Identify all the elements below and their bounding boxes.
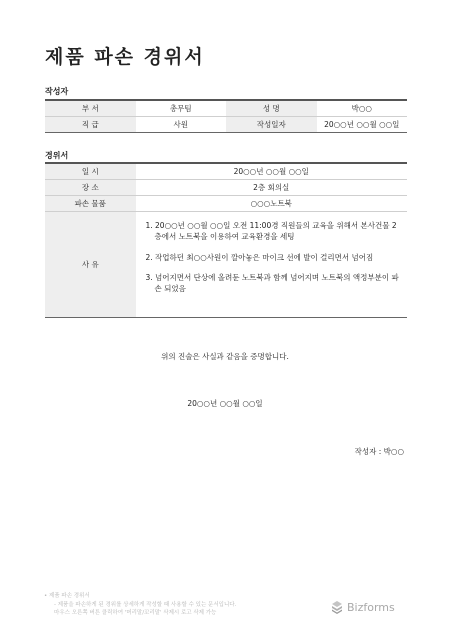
- page-title: 제품 파손 경위서: [45, 46, 205, 68]
- dept-value: 총무팀: [136, 100, 227, 117]
- footnote-line-1: - 제품을 파손하게 된 경위를 상세하게 작성할 때 사용할 수 있는 문서입니다.: [54, 601, 237, 608]
- reason-header: 사 유: [45, 212, 136, 318]
- date-written-value: 20○○년 ○○월 ○○일: [317, 117, 408, 133]
- table-row: [45, 196, 407, 212]
- reason-cell: [136, 212, 408, 318]
- author-section-label: 작성자: [45, 87, 69, 96]
- name-header: 성 명: [226, 100, 317, 117]
- table-row: [45, 163, 407, 180]
- table-row: [45, 212, 407, 318]
- statement-text: 위의 진술은 사실과 같음을 증명합니다.: [161, 352, 289, 361]
- incident-table: [45, 162, 407, 318]
- rank-value: 사원: [136, 117, 227, 133]
- location-value: 2층 회의실: [136, 180, 408, 196]
- rank-header: 직 급: [45, 117, 136, 133]
- footnote: [44, 592, 236, 618]
- reason-item: 3. 넘어지면서 단상에 올려둔 노트북과 함께 넘어지며 노트북의 액정부분이 파손 되었음: [145, 272, 399, 293]
- footnote-title-text: 제품 파손 경위서: [49, 593, 90, 599]
- reason-item: 1. 20○○년 ○○월 ○○일 오전 11:00경 직원들의 교육을 위해서 본사건물 2층에서 노트북을 이용하여 교육환경을 세팅: [145, 221, 397, 242]
- brand-name: Bizforms: [347, 600, 395, 614]
- name-value: 박○○: [317, 100, 408, 117]
- reason-item: 2. 작업하던 최○○사원이 깔아놓은 마이크 선에 발이 걸리면서 넘어짐: [145, 252, 374, 262]
- damaged-item-header: 파손 물품: [45, 196, 136, 212]
- table-row: [45, 100, 407, 117]
- location-header: 장 소: [45, 180, 136, 196]
- dept-header: 부 서: [45, 100, 136, 117]
- date-written-header: 작성일자: [226, 117, 317, 133]
- sign-date: 20○○년 ○○월 ○○일: [187, 399, 263, 408]
- datetime-header: 일 시: [45, 163, 136, 180]
- bizforms-logo-icon: [330, 600, 344, 614]
- footnote-line-2: 마우스 오른쪽 버튼 클릭하여 '머리말/꼬리말' 삭제시 로고 삭제 가능: [54, 610, 217, 617]
- footnote-title: • 제품 파손 경위서: [44, 593, 90, 599]
- datetime-value: 20○○년 ○○월 ○○일: [136, 163, 408, 180]
- author-signature: 작성자 : 박○○: [354, 447, 404, 456]
- author-table: [45, 99, 407, 133]
- damaged-item-value: ○○○노트북: [136, 196, 408, 212]
- incident-section-label: 경위서: [45, 151, 69, 160]
- brand-logo: [330, 600, 395, 614]
- table-row: [45, 117, 407, 133]
- table-row: [45, 180, 407, 196]
